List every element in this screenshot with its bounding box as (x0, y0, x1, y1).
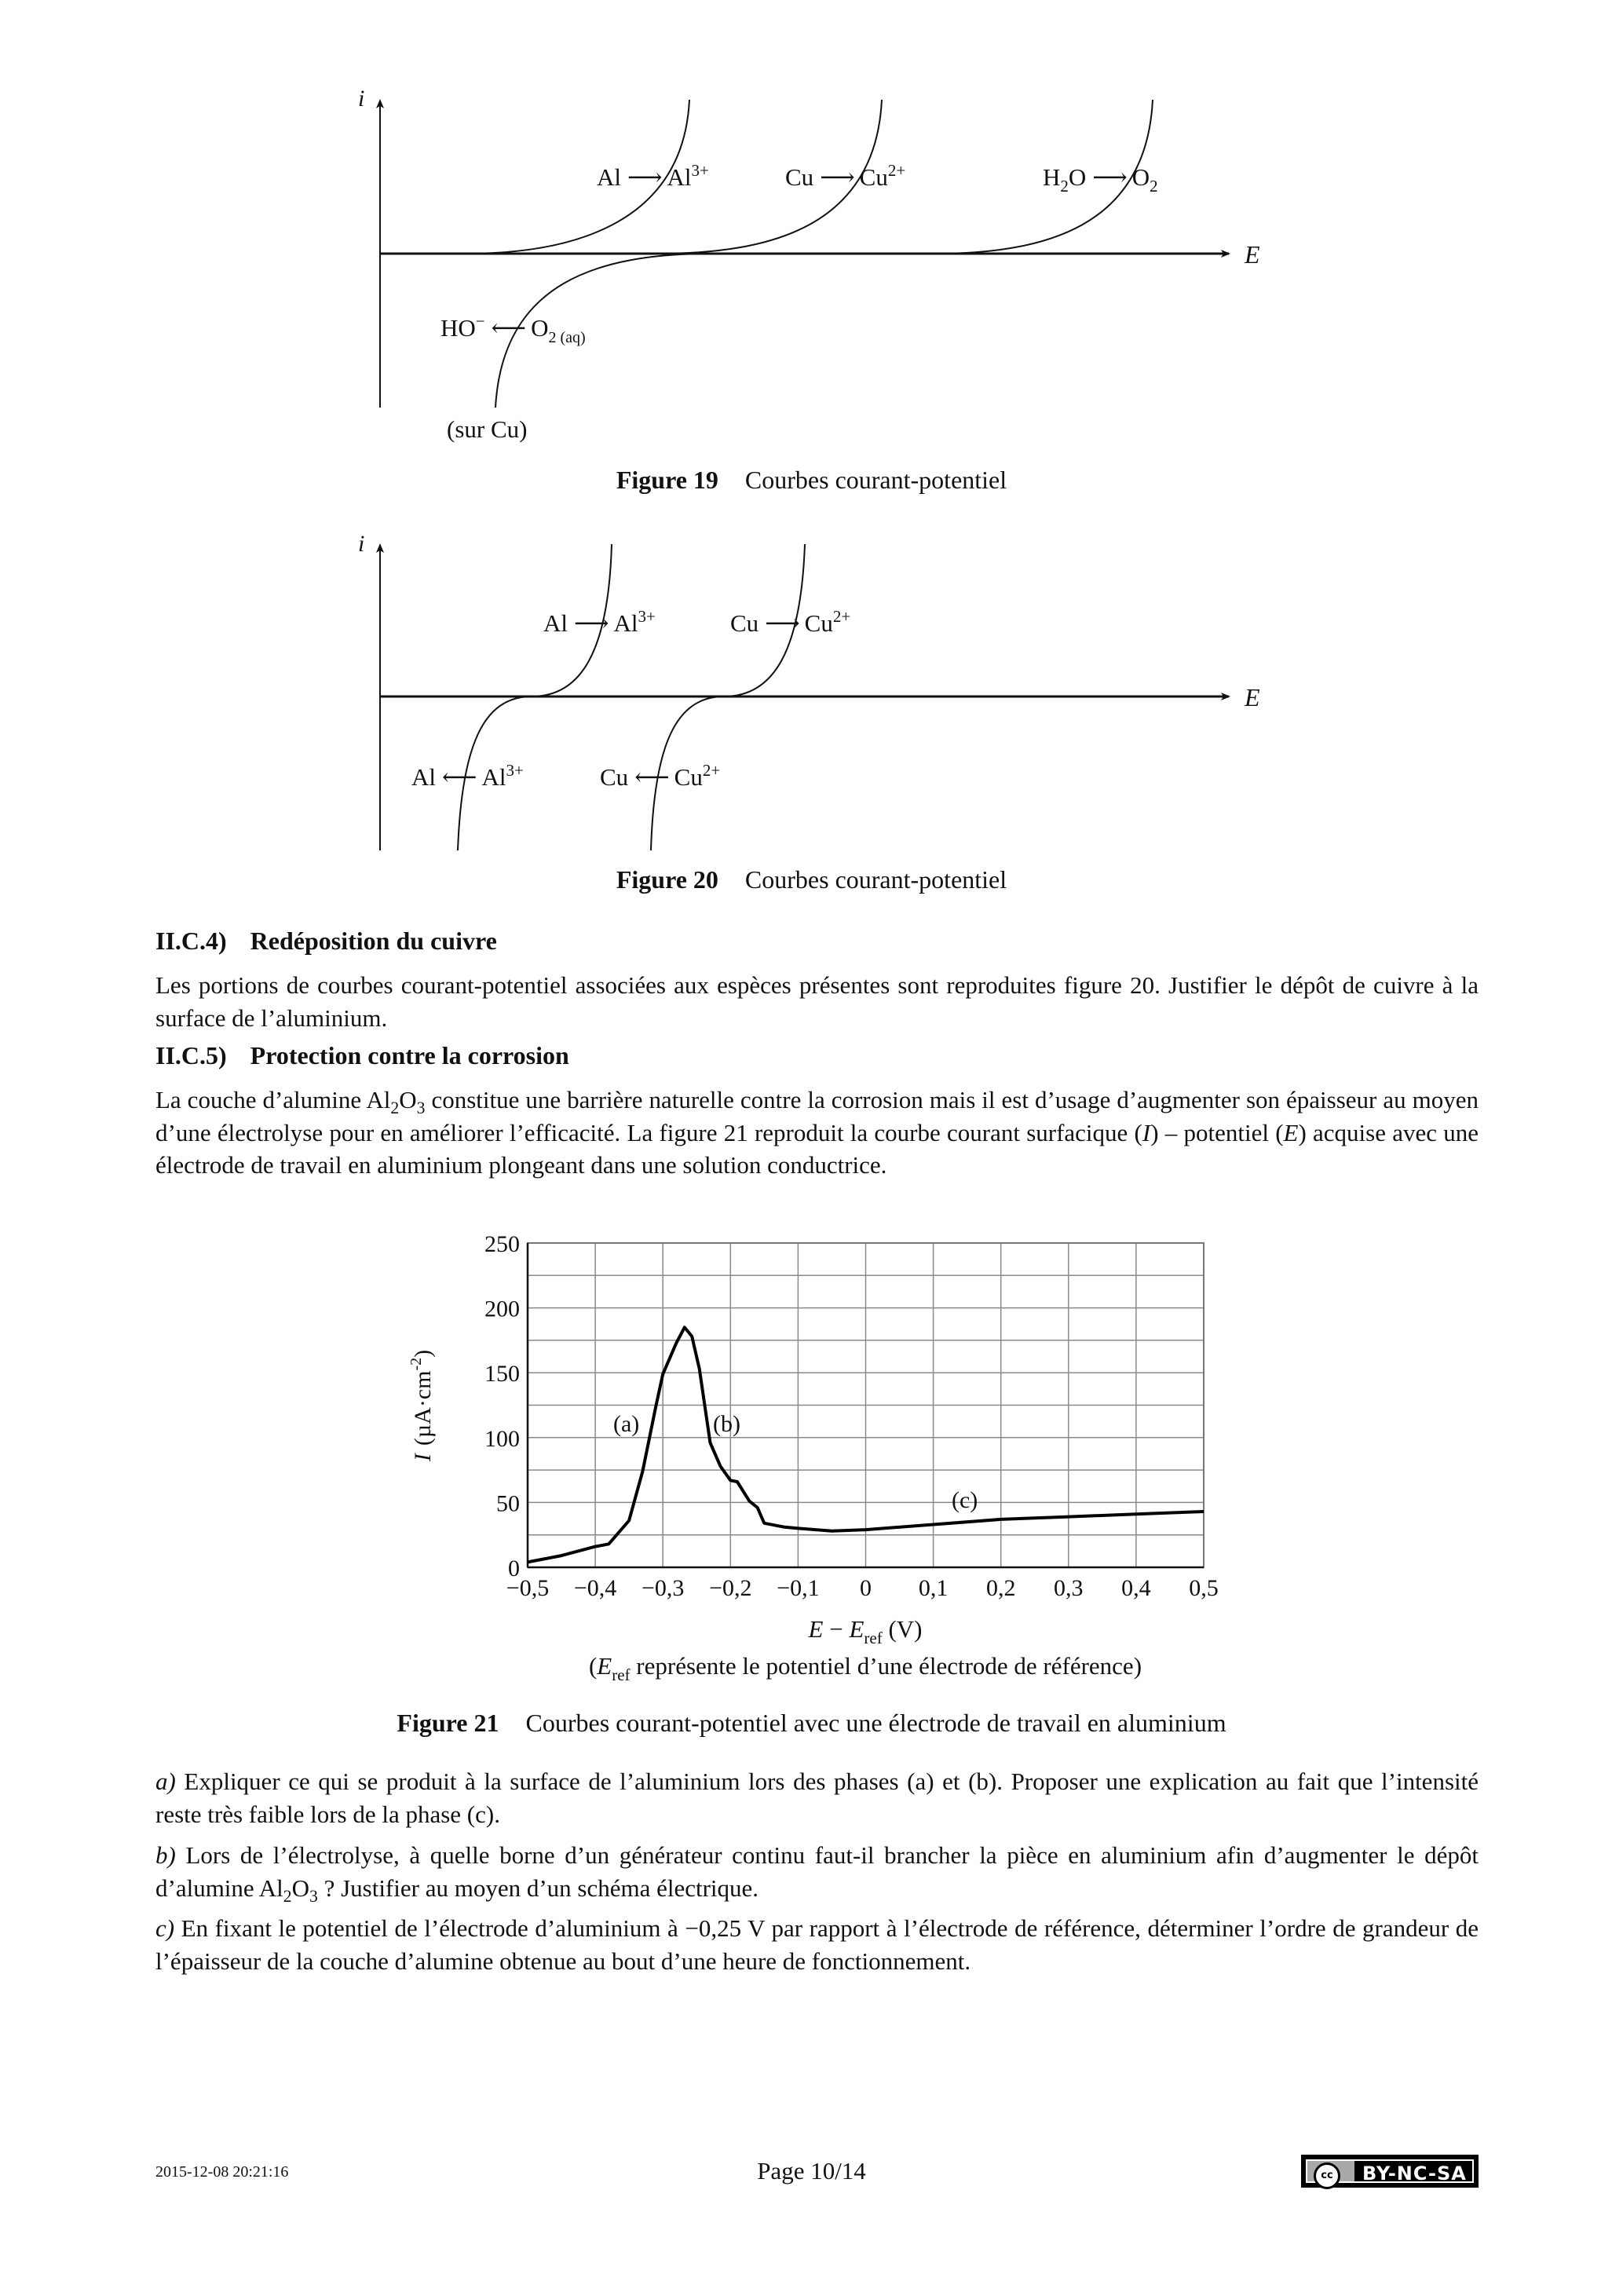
question-label: a) (155, 1768, 176, 1795)
figure-19-diagram (0, 0, 1623, 503)
e-axis-label: E (1245, 240, 1260, 269)
o2-reduction-curve (495, 254, 712, 408)
e-axis-label: E (1245, 683, 1260, 711)
paragraph-text: Les portions de courbes courant-potentiel associées aux espèces présentes sont reproduites figure 20. Justifier le dépôt de cuivre à la surface de l’aluminium. (155, 971, 1479, 1032)
svg-text:150: 150 (484, 1361, 520, 1387)
cc-icon: cc (1314, 2163, 1340, 2189)
question-label: c) (155, 1914, 175, 1942)
svg-text:0,3: 0,3 (1054, 1575, 1084, 1601)
section-number: II.C.5) (155, 1041, 227, 1069)
footer-timestamp: 2015-12-08 20:21:16 (155, 2163, 289, 2181)
figure-21-label: Figure 21 (397, 1709, 499, 1737)
figure-20-diagram (0, 503, 1623, 872)
section-number: II.C.4) (155, 927, 227, 955)
paragraph-text: La couche d’alumine $Al_2O_3$ constitue une barrière naturelle contre la corrosion mais il est d’usage d’augmenter son épaisseur au moyen d’une électrolyse pour en améliorer l’efficacité. La figure 21 reproduit la courbe courant surfacique (I) – potentiel (E) acquise avec une électrode de travail en aluminium plongeant dans une solution conductrice. (155, 1086, 1479, 1179)
label-cu-reduction: Cu ⟵ $Cu^{2+}$ (600, 761, 721, 791)
y-tick-labels (484, 1231, 520, 1581)
question-a (155, 1765, 1479, 1830)
figure-20-label: Figure 20 (616, 865, 718, 894)
question-c (155, 1912, 1479, 1977)
figure-20-title: Courbes courant-potentiel (744, 865, 1007, 894)
figure-21-title: Courbes courant-potentiel avec une électrode de travail en aluminium (525, 1709, 1226, 1737)
svg-text:200: 200 (484, 1296, 520, 1322)
section-c5-paragraph (155, 1084, 1479, 1182)
svg-text:0,1: 0,1 (918, 1575, 949, 1601)
figure-19-caption (0, 466, 1623, 495)
svg-text:100: 100 (484, 1425, 520, 1452)
svg-text:−0,4: −0,4 (573, 1575, 617, 1601)
figure-20-caption (0, 865, 1623, 894)
figure-19-label: Figure 19 (616, 466, 718, 494)
i-axis-label: i (358, 531, 365, 557)
section-heading-c5 (155, 1041, 569, 1070)
y-axis-title: $I(\mu A\cdot cm^{-2})$ (408, 1349, 436, 1462)
label-al-oxidation: Al ⟶ $Al^{3+}$ (543, 607, 656, 637)
label-cu-oxidation: Cu ⟶ $Cu^{2+}$ (730, 607, 851, 637)
i-axis-label: i (358, 86, 365, 112)
phase-c-label: (c) (952, 1487, 978, 1513)
svg-text:−0,3: −0,3 (641, 1575, 685, 1601)
section-title: Redéposition du cuivre (250, 927, 497, 955)
svg-text:−0,5: −0,5 (506, 1575, 550, 1601)
phase-b-label: (b) (713, 1411, 740, 1437)
label-cu-oxidation: Cu ⟶ $Cu^{2+}$ (785, 161, 906, 191)
page-number: Page 10/14 (757, 2157, 866, 2184)
label-al-oxidation: Al ⟶ $Al^{3+}$ (597, 161, 709, 191)
figure-21-caption (0, 1709, 1623, 1738)
svg-text:0,2: 0,2 (985, 1575, 1016, 1601)
svg-text:−0,2: −0,2 (709, 1575, 752, 1601)
label-sur-cu: (sur Cu) (447, 415, 528, 443)
section-heading-c4 (155, 927, 497, 956)
label-h2o-oxidation: $H_2O$ ⟶ $O_2$ (1043, 163, 1158, 196)
section-title: Protection contre la corrosion (250, 1041, 569, 1069)
svg-text:0,5: 0,5 (1189, 1575, 1219, 1601)
section-c4-paragraph (155, 969, 1479, 1034)
license-badge (1301, 2155, 1479, 2188)
x-tick-labels (506, 1575, 1219, 1601)
question-text: En fixant le potentiel de l’électrode d’aluminium à −0,25 V par rapport à l’électrode de référence, déterminer l’ordre de grandeur de l’épaisseur de la couche d’alumine obtenue au bout d’une heure de fonctionnement. (155, 1914, 1479, 1975)
question-label: b) (155, 1841, 176, 1869)
figure-21-chart (0, 1225, 1623, 1696)
svg-text:50: 50 (496, 1490, 520, 1517)
phase-a-label: (a) (613, 1411, 640, 1437)
svg-text:0: 0 (508, 1556, 520, 1581)
x-axis-title: $E - E_{ref}$ (V) (808, 1615, 923, 1647)
svg-text:0,4: 0,4 (1121, 1575, 1151, 1601)
label-al-reduction: Al ⟵ $Al^{3+}$ (411, 761, 524, 791)
question-b (155, 1839, 1479, 1904)
svg-text:250: 250 (484, 1231, 520, 1257)
svg-text:−0,1: −0,1 (777, 1575, 820, 1601)
license-text: BY-NC-SA (1362, 2163, 1467, 2184)
label-o2-reduction: HO− ⟵ $O_{2 (aq)}$ (440, 312, 586, 346)
figure-19-title: Courbes courant-potentiel (744, 466, 1007, 494)
svg-text:0: 0 (860, 1575, 872, 1601)
question-text: Lors de l’électrolyse, à quelle borne d’un générateur continu faut-il brancher la pièce en aluminium afin d’augmenter le dépôt d’alumine $Al_2O_3$ ? Justifier au moyen d’un schéma électrique. (155, 1841, 1479, 1906)
reference-note: ($E_{ref}$ représente le potentiel d’une électrode de référence) (588, 1652, 1142, 1684)
question-text: Expliquer ce qui se produit à la surface de l’aluminium lors des phases (a) et (b). Proposer une explication au fait que l’intensité reste très faible lors de la phase (c). (155, 1768, 1479, 1828)
